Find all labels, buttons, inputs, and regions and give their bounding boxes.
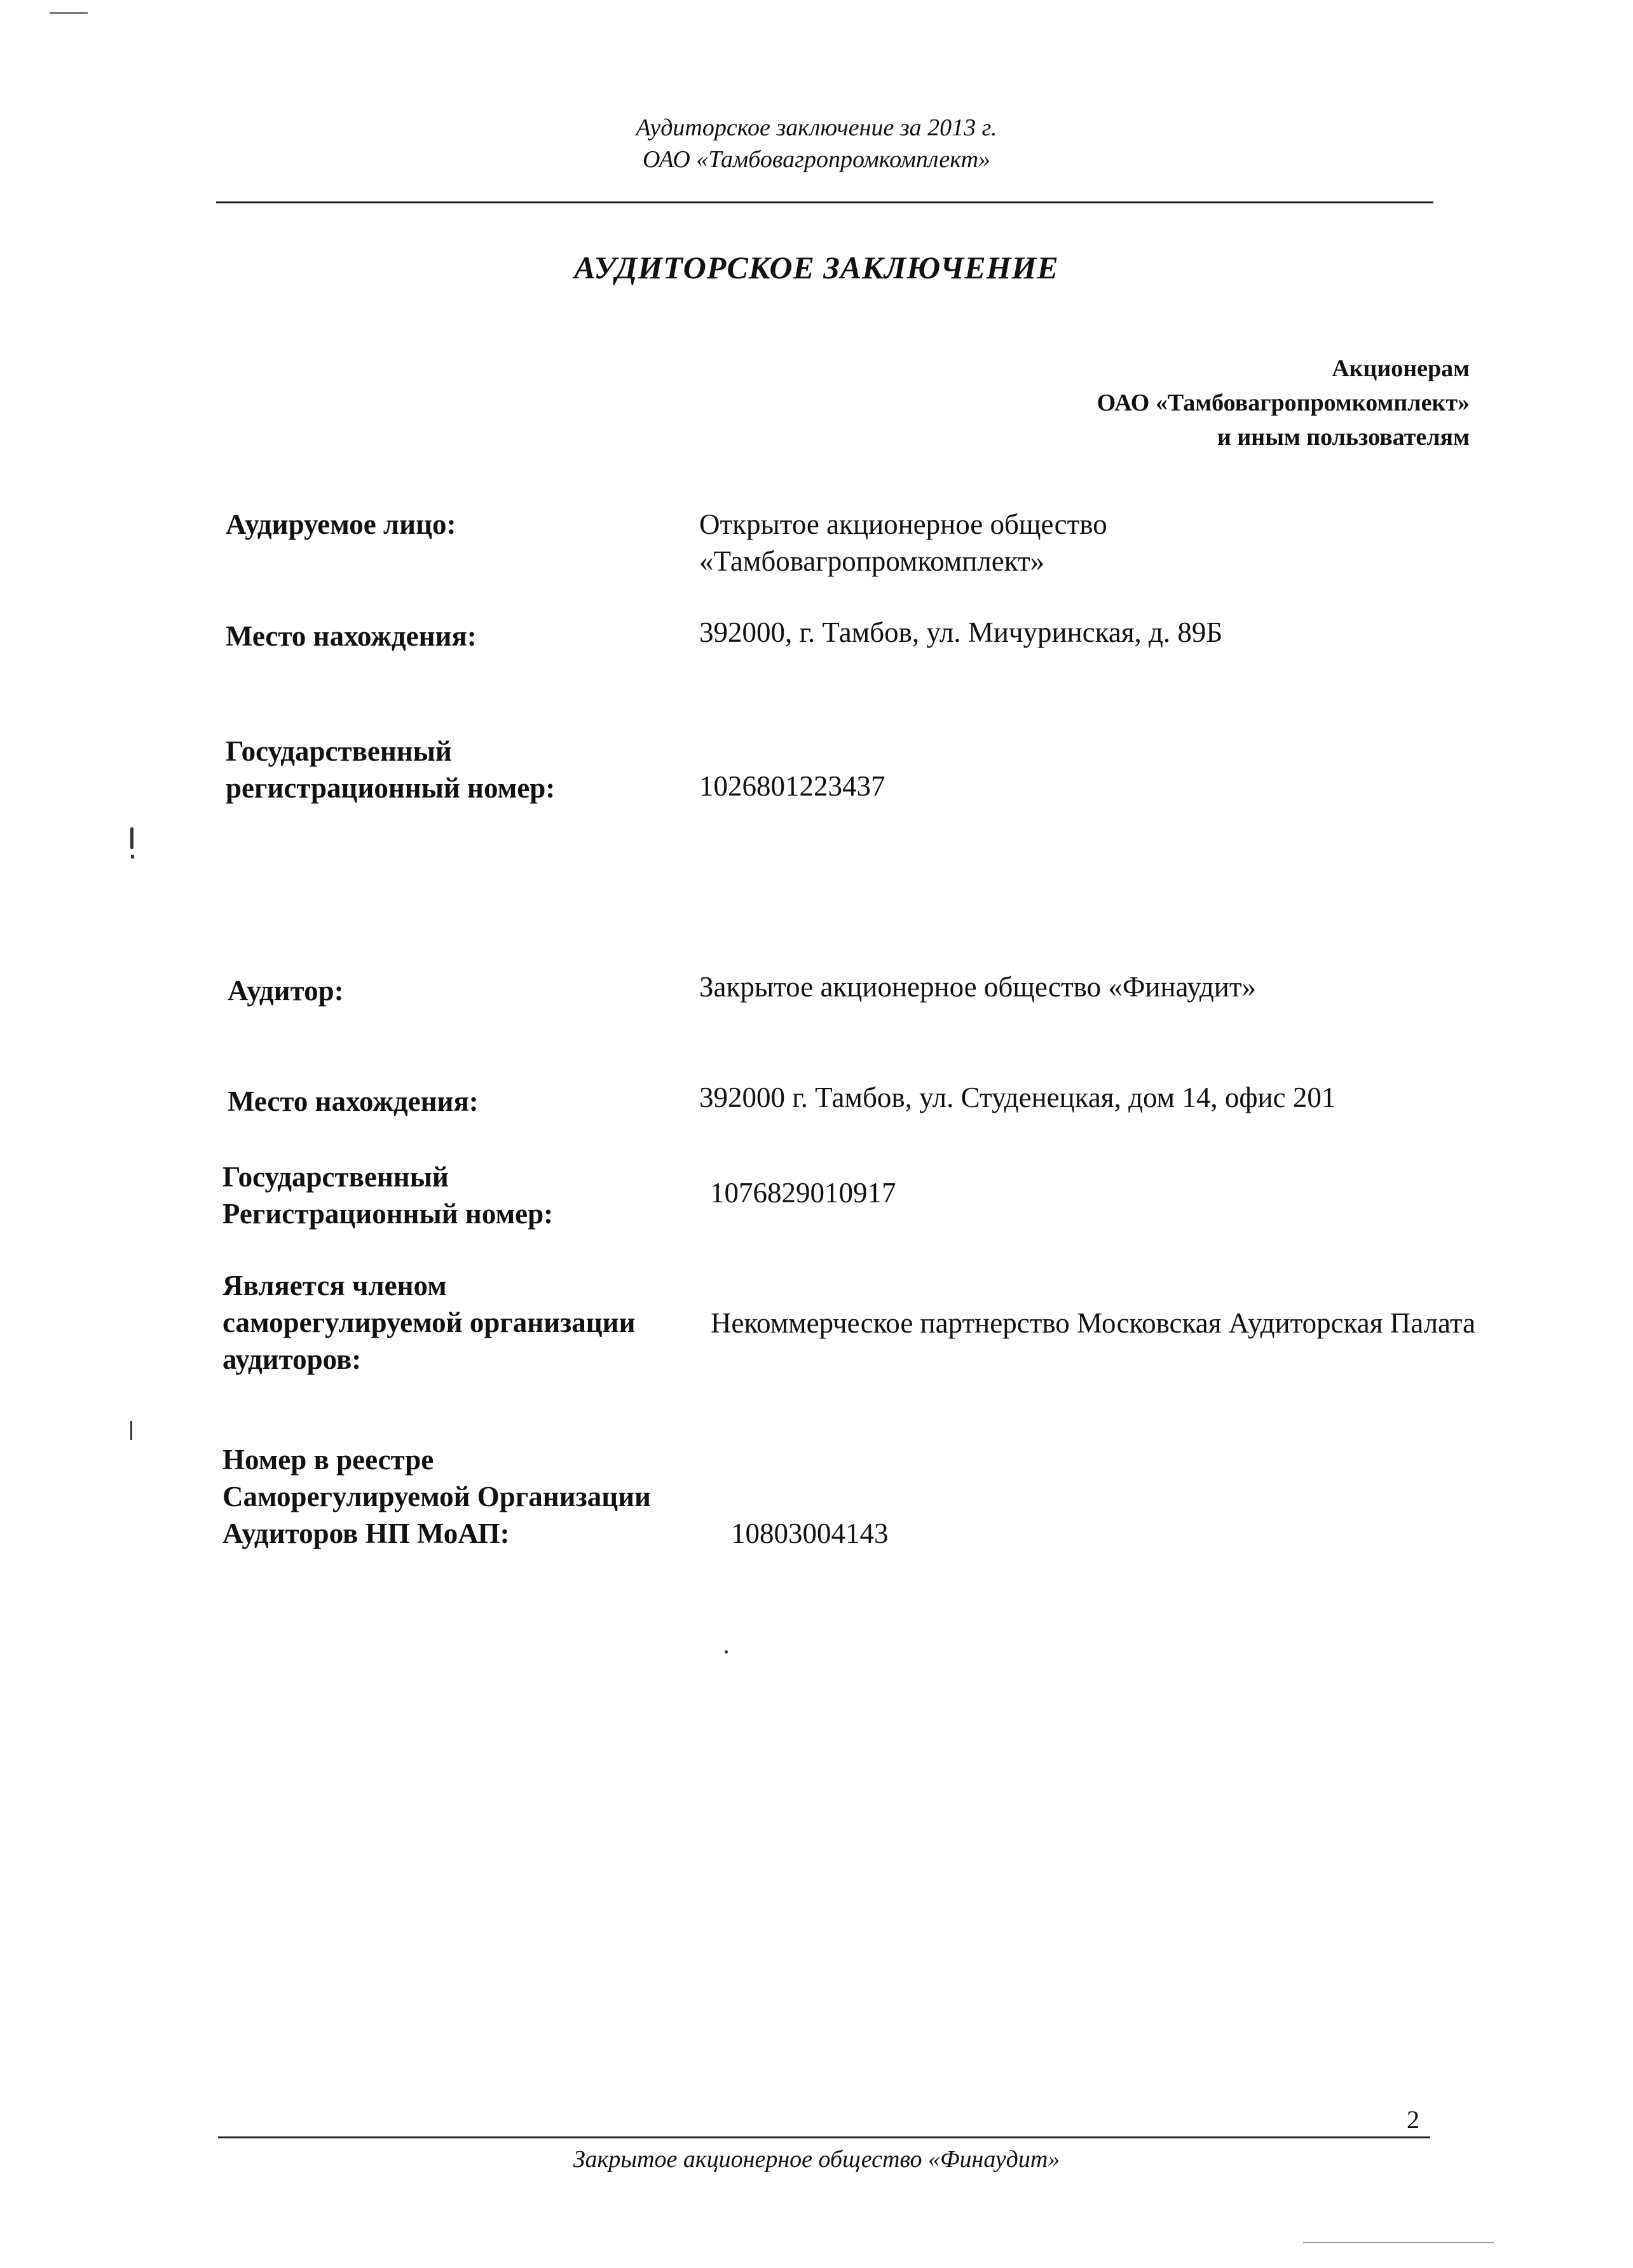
auditor-reg-label-line-1: Государственный — [222, 1161, 449, 1193]
entity-reg-label-line-2: регистрационный номер: — [226, 772, 556, 804]
footer-text: Закрытое акционерное общество «Финаудит» — [573, 2146, 1060, 2173]
scan-speck — [1303, 2242, 1494, 2243]
registry-label-line-2: Саморегулируемой Организации — [222, 1481, 651, 1512]
auditor-label: Аудитор: — [228, 975, 344, 1007]
scan-speck — [50, 12, 88, 14]
audited-entity-value-line-2: «Тамбовагропромкомплект» — [699, 545, 1045, 577]
sro-label-line-1: Является членом — [222, 1270, 447, 1301]
addressee-line-3: и иным пользователям — [1217, 424, 1470, 451]
entity-location-label: Место нахождения: — [226, 620, 477, 652]
registry-label — [222, 1441, 651, 1552]
header-rule — [216, 201, 1433, 203]
sro-label-line-2: саморегулируемой организации — [222, 1307, 636, 1338]
sro-label — [222, 1267, 636, 1378]
addressee-line-1: Акционерам — [1332, 355, 1470, 382]
registry-label-line-1: Номер в реестре — [222, 1444, 434, 1476]
sro-value: Некоммерческое партнерство Московская Аудиторская Палата — [711, 1307, 1476, 1339]
entity-reg-label — [226, 733, 555, 806]
header-line-2: ОАО «Тамбовагропромкомплект» — [642, 146, 991, 173]
scan-speck — [131, 855, 134, 859]
footer-rule — [218, 2136, 1430, 2138]
auditor-location-label: Место нахождения: — [228, 1085, 479, 1117]
auditor-location-value: 392000 г. Тамбов, ул. Студенецкая, дом 14, офис 201 — [699, 1082, 1336, 1113]
header-line-1: Аудиторское заключение за 2013 г. — [636, 114, 997, 141]
registry-label-line-3: Аудиторов НП МоАП: — [222, 1518, 510, 1549]
page-number: 2 — [1407, 2105, 1419, 2134]
scan-speck — [130, 1421, 132, 1440]
entity-location-value: 392000, г. Тамбов, ул. Мичуринская, д. 89Б — [699, 616, 1223, 648]
entity-reg-label-line-1: Государственный — [226, 735, 452, 767]
scan-speck — [725, 1650, 728, 1653]
audited-entity-label: Аудируемое лицо: — [226, 508, 456, 540]
entity-reg-value: 1026801223437 — [699, 770, 885, 802]
sro-label-line-3: аудиторов: — [222, 1343, 362, 1375]
auditor-reg-value: 1076829010917 — [710, 1177, 896, 1209]
addressee-line-2: ОАО «Тамбовагропромкомплект» — [1097, 390, 1470, 416]
audited-entity-value — [699, 506, 1107, 580]
auditor-value: Закрытое акционерное общество «Финаудит» — [699, 971, 1257, 1003]
auditor-reg-label-line-2: Регистрационный номер: — [222, 1198, 554, 1230]
document-title: АУДИТОРСКОЕ ЗАКЛЮЧЕНИЕ — [574, 250, 1059, 285]
scan-speck — [130, 827, 133, 849]
registry-value: 10803004143 — [731, 1518, 889, 1549]
audited-entity-value-line-1: Открытое акционерное общество — [699, 508, 1107, 540]
auditor-reg-label — [222, 1158, 553, 1232]
addressee-block — [1097, 351, 1470, 454]
